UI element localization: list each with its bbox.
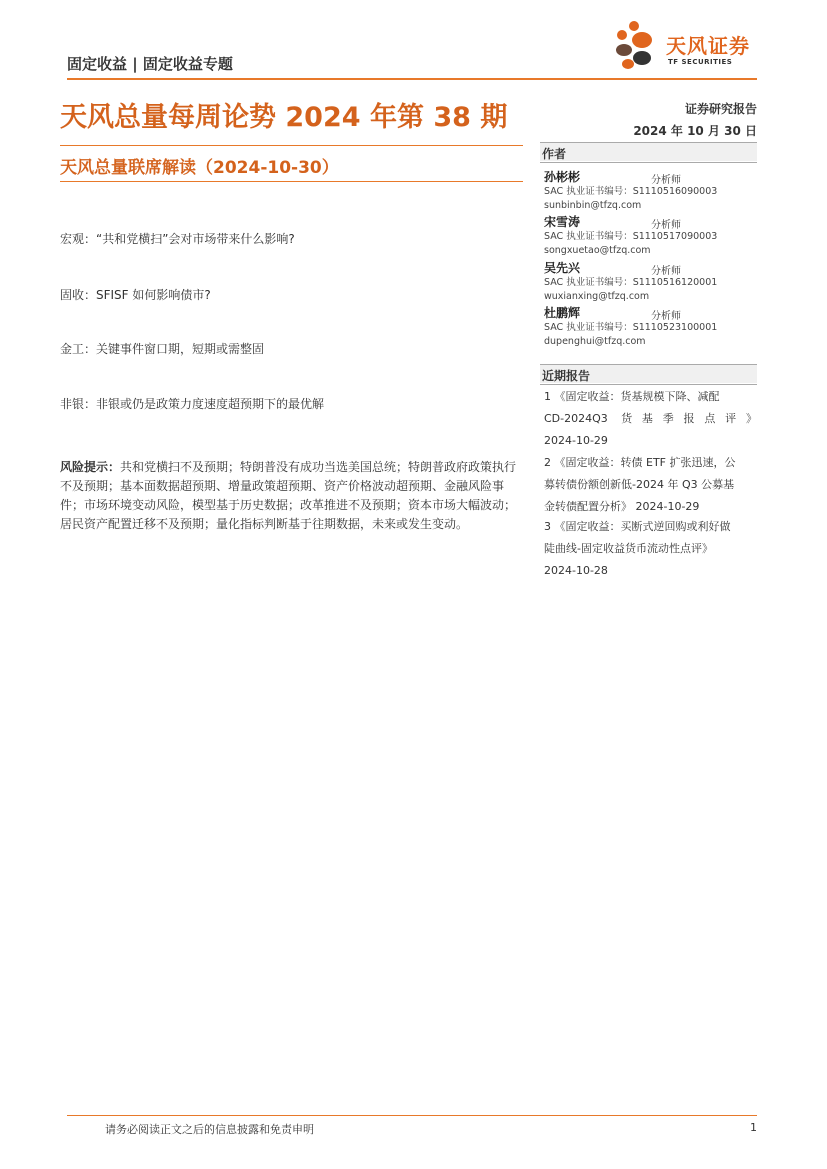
page-subtitle: 天风总量联席解读（2024-10-30） [60, 158, 339, 178]
author-name: 吴先兴 [544, 261, 581, 275]
risk-warning [60, 458, 526, 534]
author-sac: SAC 执业证书编号：S1110517090003 [544, 231, 718, 242]
footer-divider [67, 1115, 757, 1116]
recent-report-item[interactable] [544, 452, 757, 518]
author-name: 杜鹏辉 [544, 306, 581, 320]
authors-heading-rule [540, 162, 757, 163]
authors-heading: 作者 [542, 147, 567, 161]
page-title: 天风总量每周论势 2024 年第 38 期 [60, 102, 508, 133]
brand-subtitle: TF SECURITIES [668, 58, 733, 66]
footer-disclaimer: 请务必阅读正文之后的信息披露和免责申明 [105, 1123, 314, 1136]
page-number: 1 [750, 1121, 757, 1134]
author-sac: SAC 执业证书编号：S1110523100001 [544, 322, 718, 333]
recent-heading: 近期报告 [542, 369, 591, 383]
recent-report-date: 2024-10-29 [544, 434, 608, 447]
header-divider [67, 78, 757, 80]
summary-item-non-bank: 非银：非银或仍是政策力度速度超预期下的最优解 [60, 397, 325, 411]
recent-report-line: 金转债配置分析》 2024-10-29 [544, 500, 700, 513]
brand-logo [612, 20, 762, 74]
report-date: 2024 年 10 月 30 日 [633, 124, 757, 138]
author-role: 分析师 [651, 266, 681, 277]
report-type: 证券研究报告 [684, 102, 757, 116]
author-email[interactable]: dupenghui@tfzq.com [544, 336, 646, 347]
author-email[interactable]: sunbinbin@tfzq.com [544, 200, 642, 211]
author-name: 宋雪涛 [544, 215, 581, 229]
author-role: 分析师 [651, 220, 681, 231]
author-sac: SAC 执业证书编号：S1110516120001 [544, 277, 718, 288]
author-email[interactable]: songxuetao@tfzq.com [544, 245, 651, 256]
recent-heading-rule [540, 384, 757, 385]
risk-label: 风险提示： [60, 460, 121, 474]
tf-logo-icon [612, 20, 664, 74]
authors-heading-bar [540, 143, 757, 161]
author-role: 分析师 [651, 311, 681, 322]
header-category: 固定收益 | 固定收益专题 [67, 55, 233, 73]
author-card [544, 168, 757, 213]
recent-report-item[interactable] [544, 516, 757, 582]
recent-report-line: 2 《固定收益：转债 ETF 扩张迅速，公 [544, 456, 736, 469]
summary-item-quant: 金工：关键事件窗口期，短期或需整固 [60, 342, 265, 356]
recent-report-line: 陡曲线-固定收益货币流动性点评》 [544, 542, 713, 555]
author-sac: SAC 执业证书编号：S1110516090003 [544, 186, 718, 197]
author-name: 孙彬彬 [544, 170, 581, 184]
recent-report-date: 2024-10-28 [544, 564, 608, 577]
risk-text: 共和党横扫不及预期；特朗普没有成功当选美国总统；特朗普政府政策执行不及预期；基本面数据超预期、增量政策超预期、资产价格波动超预期、金融风险事件；市场环境变动风险，模型基于历史数据；改革推进不及预期；资本市场大幅波动；居民资产配置迁移不及预期；量化指标判断基于往期数据，未来或发生变动。 [60, 460, 517, 531]
subtitle-divider [60, 181, 523, 182]
brand-name: 天风证券 [666, 34, 750, 58]
author-card [544, 259, 757, 304]
recent-report-line: 3 《固定收益：买断式逆回购或利好做 [544, 520, 731, 533]
recent-report-item[interactable] [544, 386, 757, 452]
author-role: 分析师 [651, 175, 681, 186]
author-card [544, 213, 757, 258]
recent-report-line: 募转债份额创新低-2024 年 Q3 公募基 [544, 478, 735, 491]
recent-report-line: 1 《固定收益：货基规模下降、减配 [544, 390, 720, 403]
title-divider [60, 145, 523, 146]
author-email[interactable]: wuxianxing@tfzq.com [544, 291, 650, 302]
author-card [544, 304, 757, 349]
summary-item-fixed-income: 固收：SFISF 如何影响债市? [60, 288, 211, 302]
recent-report-line: CD-2024Q3 货基季报点评》 [544, 412, 757, 425]
summary-item-macro: 宏观：“共和党横扫”会对市场带来什么影响? [60, 232, 295, 246]
